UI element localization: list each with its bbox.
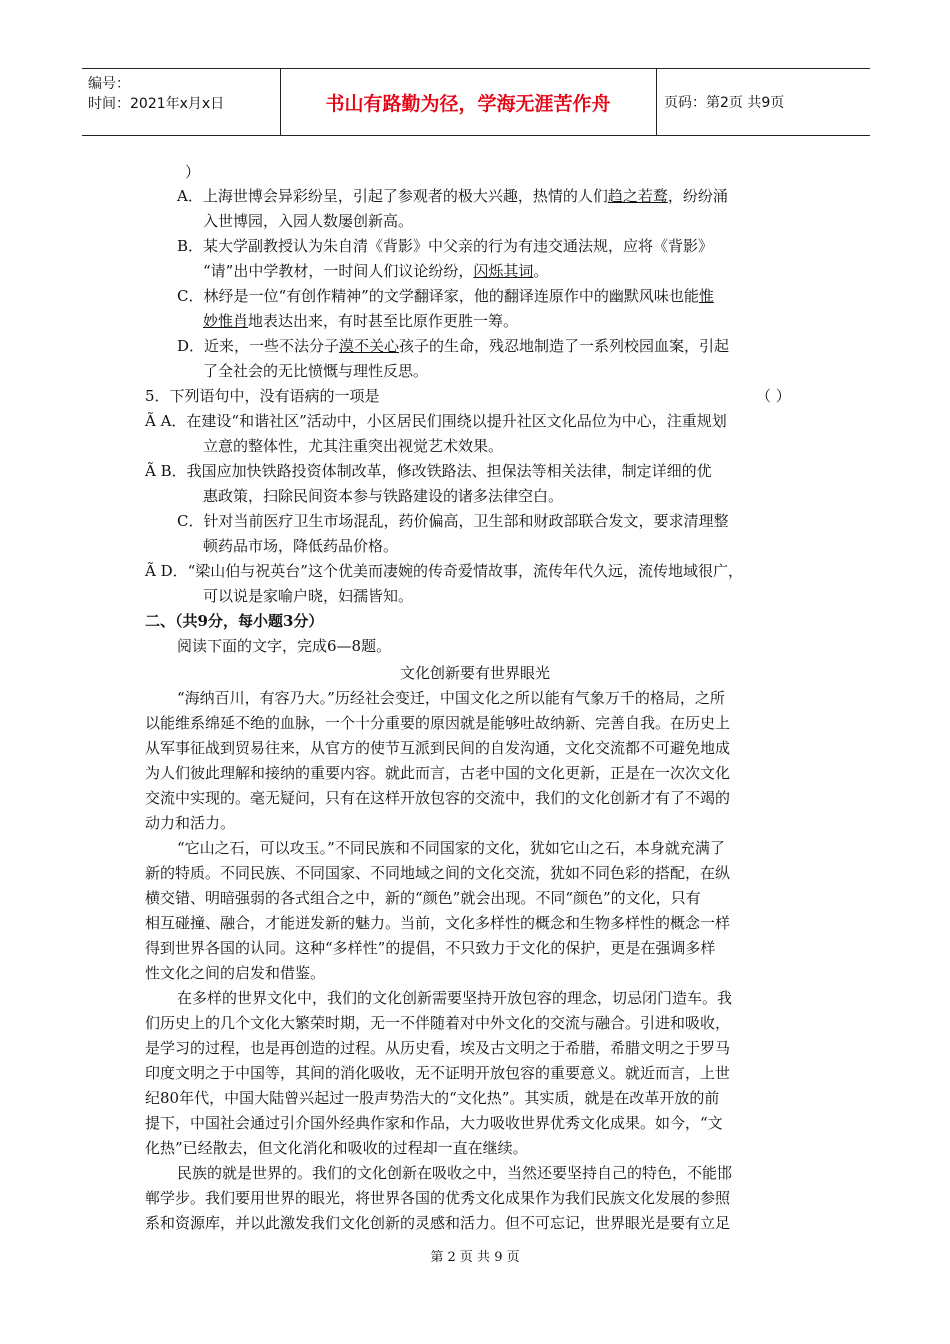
header-page-label: 页码：第2页 共9页: [664, 95, 785, 111]
serial-label: 编号：: [88, 76, 130, 92]
passage-line: 郸学步。我们要用世界的眼光，将世界各国的优秀文化成果作为我们民族文化发展的参照: [145, 1189, 731, 1207]
passage-line: 在多样的世界文化中，我们的文化创新需要坚持开放包容的理念，切忌闭门造车。我: [177, 989, 733, 1007]
q4-option-c-line1: C．林纾是一位“有创作精神”的文学翻译家，他的翻译连原作中的幽默风味也能惟: [177, 287, 714, 305]
q5-stem: 5．下列语句中，没有语病的一项是: [145, 387, 380, 405]
q4-bracket: ）: [185, 163, 201, 181]
header-info-cell: [82, 69, 281, 135]
q5-option-a-line1: Ã A．在建设“和谐社区”活动中，小区居民们围绕以提升社区文化品位为中心，注重规划: [145, 412, 727, 430]
passage-line: 提下，中国社会通过引介国外经典作家和作品，大力吸收世界优秀文化成果。如今，“文: [145, 1114, 723, 1132]
passage-line: 以能维系绵延不绝的血脉，一个十分重要的原因就是能够吐故纳新、完善自我。在历史上: [145, 714, 731, 732]
q5-bracket: （ ）: [756, 387, 791, 405]
passage-line: “海纳百川，有容乃大。”历经社会变迁，中国文化之所以能有气象万千的格局，之所: [177, 689, 725, 707]
page-footer: 第 2 页 共 9 页: [430, 1250, 520, 1265]
passage-line: “它山之石，可以攻玉。”不同民族和不同国家的文化，犹如它山之石，本身就充满了: [177, 839, 725, 857]
passage-line: 相互碰撞、融合，才能迸发新的魅力。当前，文化多样性的概念和生物多样性的概念一样: [145, 914, 731, 932]
passage-line: 系和资源库，并以此激发我们文化创新的灵感和活力。但不可忘记，世界眼光是要有立足: [145, 1214, 731, 1232]
q5-option-b-line2: 惠政策，扫除民间资本参与铁路建设的诸多法律空白。: [203, 487, 564, 505]
passage-line: 化热”已经散去，但文化消化和吸收的过程却一直在继续。: [145, 1139, 528, 1157]
q5-option-d-line2: 可以说是家喻户晓，妇孺皆知。: [203, 587, 414, 605]
q4-option-d-line1: D．近来，一些不法分子漠不关心孩子的生命，残忍地制造了一系列校园血案，引起: [177, 337, 730, 355]
passage-line: 得到世界各国的认同。这种“多样性”的提倡，不只致力于文化的保护，更是在强调多样: [145, 939, 716, 957]
passage-line: 是学习的过程，也是再创造的过程。从历史看，埃及古文明之于希腊，希腊文明之于罗马: [145, 1039, 731, 1057]
header-motto: 书山有路勤为径，学海无涯苦作舟: [280, 69, 657, 135]
section2-instruction: 阅读下面的文字，完成6—8题。: [177, 637, 392, 655]
passage-line: 纪80年代，中国大陆曾兴起过一股声势浩大的“文化热”。其实质，就是在改革开放的前: [145, 1089, 720, 1107]
passage-line: 性文化之间的启发和借鉴。: [145, 964, 326, 982]
q4-option-b-line2: “请”出中学教材，一时间人们议论纷纷，闪烁其词。: [203, 262, 549, 280]
q5-option-a-line2: 立意的整体性，尤其注重突出视觉艺术效果。: [203, 437, 504, 455]
q4-option-a-line1: A．上海世博会异彩纷呈，引起了参观者的极大兴趣，热情的人们趋之若鹜，纷纷涌: [177, 187, 728, 205]
passage-line: 横交错、明暗强弱的各式组合之中，新的“颜色”就会出现。不同“颜色”的文化，只有: [145, 889, 701, 907]
q4-option-a-line2: 入世博园，入园人数屡创新高。: [203, 212, 414, 230]
q5-option-d-line1: Ã D．“梁山伯与祝英台”这个优美而凄婉的传奇爱情故事，流传年代久远，流传地域很广，: [145, 562, 743, 580]
passage-line: 们历史上的几个文化大繁荣时期，无一不伴随着对中外文化的交流与融合。引进和吸收，: [145, 1014, 731, 1032]
q5-option-b-line1: Ã B．我国应加快铁路投资体制改革，修改铁路法、担保法等相关法律，制定详细的优: [145, 462, 712, 480]
q4-option-b-line1: B．某大学副教授认为朱自清《背影》中父亲的行为有违交通法规，应将《背影》: [177, 237, 714, 255]
passage-line: 印度文明之于中国等，其间的消化吸收，无不证明开放包容的重要意义。就近而言，上世: [145, 1064, 731, 1082]
passage-line: 交流中实现的。毫无疑问，只有在这样开放包容的交流中，我们的文化创新才有了不竭的: [145, 789, 731, 807]
q5-option-c-line2: 顿药品市场，降低药品价格。: [203, 537, 399, 555]
q4-option-d-line2: 了全社会的无比愤慨与理性反思。: [203, 362, 429, 380]
page-header: [82, 68, 870, 136]
passage-title: 文化创新要有世界眼光: [399, 664, 550, 682]
passage-line: 为人们彼此理解和接纳的重要内容。就此而言，古老中国的文化更新，正是在一次次文化: [145, 764, 731, 782]
q5-option-c-line1: C．针对当前医疗卫生市场混乱，药价偏高，卫生部和财政部联合发文，要求清理整: [177, 512, 729, 530]
q4-option-c-line2: 妙惟肖地表达出来，有时甚至比原作更胜一筹。: [203, 312, 519, 330]
passage-line: 新的特质。不同民族、不同国家、不同地域之间的文化交流，犹如不同色彩的搭配，在纵: [145, 864, 731, 882]
passage-line: 从军事征战到贸易往来，从官方的使节互派到民间的自发沟通，文化交流都不可避免地成: [145, 739, 731, 757]
date-label: 时间：2021年x月x日: [88, 96, 225, 112]
passage-line: 民族的就是世界的。我们的文化创新在吸收之中，当然还要坚持自己的特色，不能邯: [177, 1164, 733, 1182]
passage-line: 动力和活力。: [145, 814, 236, 832]
section2-heading: 二、（共9分，每小题3分）: [145, 612, 324, 630]
